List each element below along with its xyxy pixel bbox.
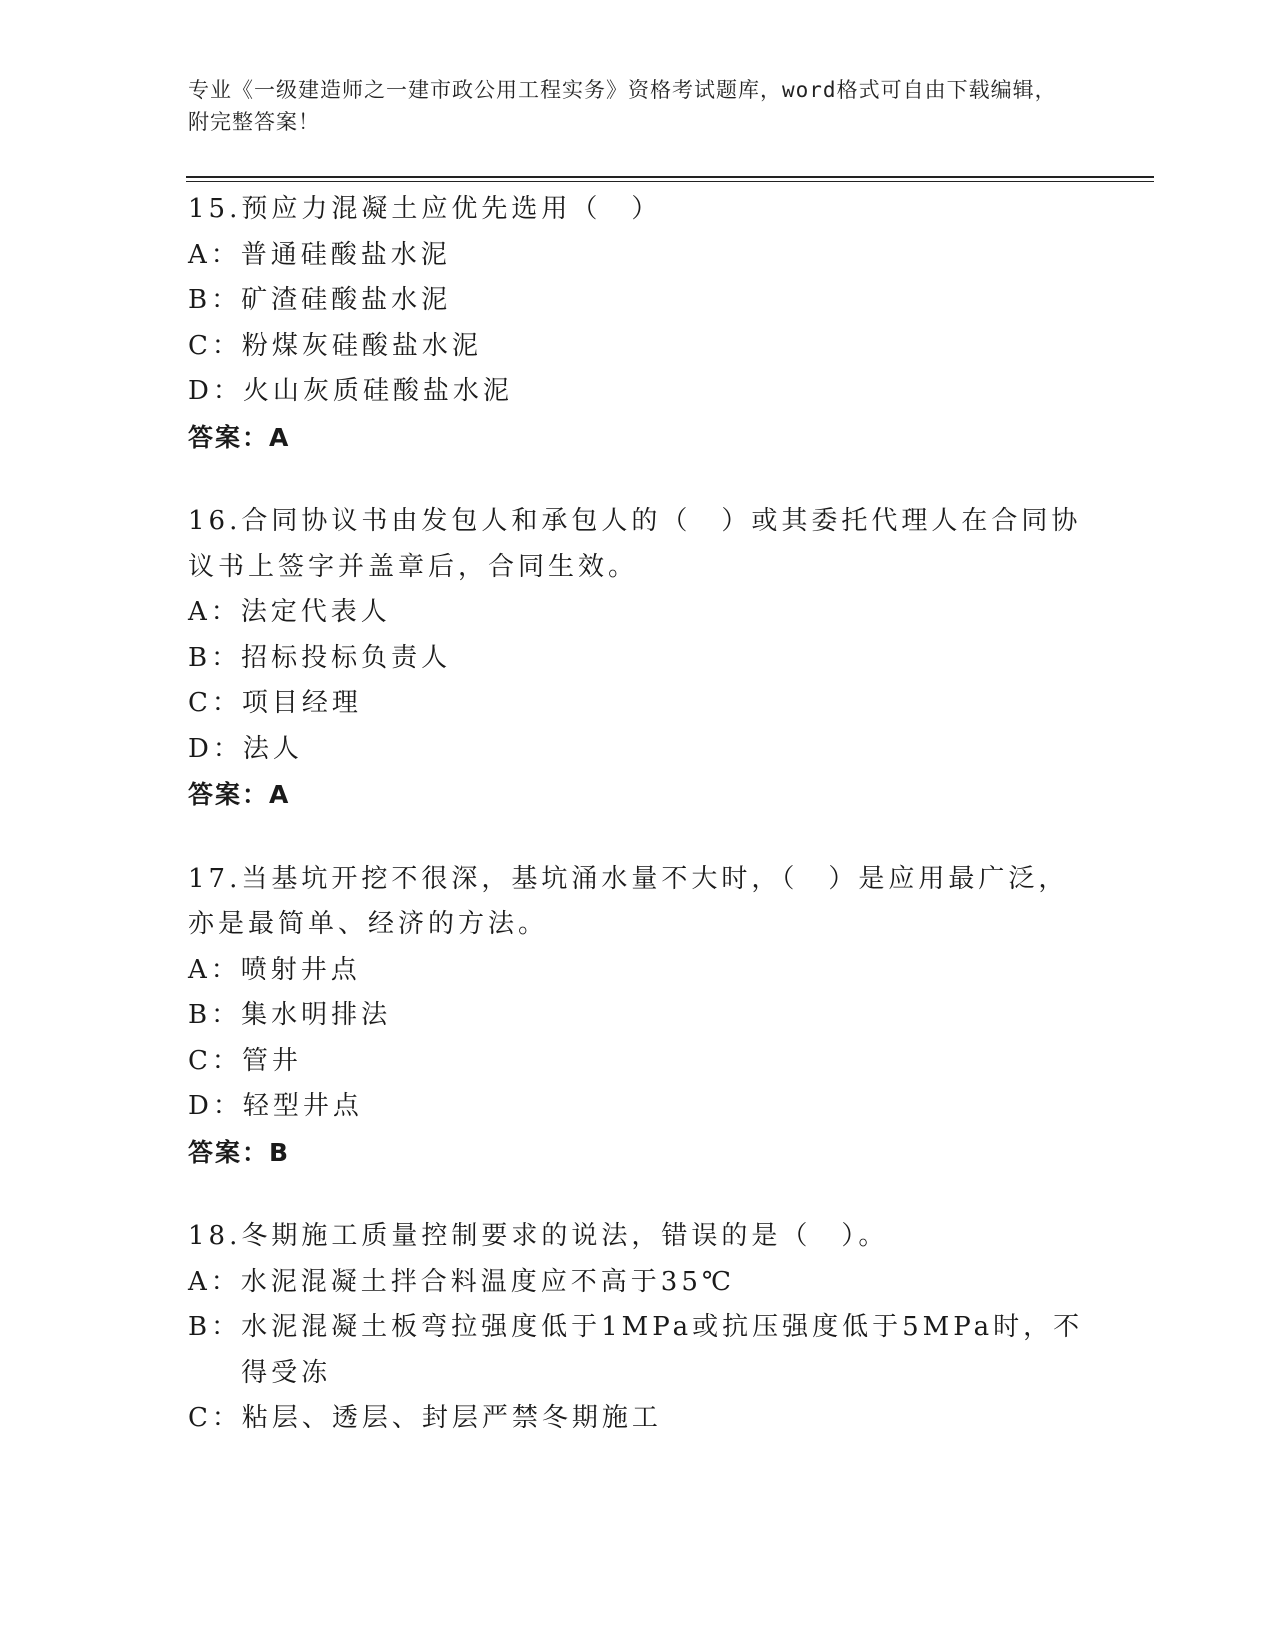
option-letter: C： xyxy=(188,1403,242,1433)
question-stem: 16.合同协议书由发包人和承包人的（ ）或其委托代理人在合同协议书上签字并盖章后，合同生效。 xyxy=(188,506,1082,582)
option-letter: A： xyxy=(188,1266,241,1297)
option-text: 管井 xyxy=(241,1045,302,1076)
option-a xyxy=(188,1260,1088,1306)
question-stem: 17.当基坑开挖不很深，基坑涌水量不大时，（ ）是应用最广泛，亦是最简单、经济的方法。 xyxy=(188,863,1069,939)
option-a xyxy=(188,233,1088,279)
header-divider-thick xyxy=(186,176,1154,178)
option-letter: B： xyxy=(188,1000,242,1030)
option-b xyxy=(188,636,1088,682)
option-letter: C： xyxy=(188,330,242,361)
option-text: 水泥混凝土拌合料温度应不高于35℃ xyxy=(240,1266,735,1297)
option-d xyxy=(188,727,1088,773)
answer: 答案：B xyxy=(188,1137,291,1167)
option-letter: A： xyxy=(188,954,241,985)
question-15 xyxy=(188,187,1088,460)
option-b xyxy=(188,1305,1088,1396)
option-c xyxy=(188,324,1088,370)
question-stem: 18.冬期施工质量控制要求的说法，错误的是（ ）。 xyxy=(188,1221,889,1251)
option-letter: D： xyxy=(188,733,243,764)
option-letter: D： xyxy=(188,376,243,406)
option-d xyxy=(188,1084,1088,1130)
option-text: 法人 xyxy=(242,733,303,764)
option-text: 法定代表人 xyxy=(240,597,391,627)
option-text: 矿渣硅酸盐水泥 xyxy=(241,285,452,315)
page-header: 专业《一级建造师之一建市政公用工程实务》资格考试题库，word格式可自由下载编辑，附完整答案！ xyxy=(188,78,1057,134)
question-17 xyxy=(188,857,1088,1176)
option-letter: A： xyxy=(188,597,241,627)
option-text: 水泥混凝土板弯拉强度低于1MPa或抗压强度低于5MPa时，不得受冻 xyxy=(241,1312,1084,1388)
option-letter: B： xyxy=(188,285,242,315)
question-16 xyxy=(188,499,1088,818)
option-text: 招标投标负责人 xyxy=(241,642,452,673)
option-d xyxy=(188,369,1088,415)
option-c xyxy=(188,681,1088,727)
question-18 xyxy=(188,1214,1088,1442)
option-text: 喷射井点 xyxy=(240,954,361,985)
header-divider-thin xyxy=(186,181,1154,182)
question-stem: 15.预应力混凝土应优先选用（ ） xyxy=(188,194,662,224)
option-letter: B： xyxy=(188,1312,242,1342)
option-letter: C： xyxy=(188,1045,242,1076)
option-text: 火山灰质硅酸盐水泥 xyxy=(242,376,513,406)
option-letter: B： xyxy=(188,642,242,673)
option-letter: D： xyxy=(188,1091,243,1121)
option-text: 粘层、透层、封层严禁冬期施工 xyxy=(241,1403,662,1433)
option-c xyxy=(188,1396,1088,1442)
option-a xyxy=(188,948,1088,994)
option-text: 项目经理 xyxy=(241,688,362,718)
option-text: 轻型井点 xyxy=(242,1091,363,1121)
option-text: 普通硅酸盐水泥 xyxy=(240,239,451,270)
answer: 答案：A xyxy=(188,422,291,452)
option-c xyxy=(188,1039,1088,1085)
option-letter: C： xyxy=(188,688,242,718)
option-b xyxy=(188,993,1088,1039)
option-b xyxy=(188,278,1088,324)
option-text: 粉煤灰硅酸盐水泥 xyxy=(241,330,482,361)
answer: 答案：A xyxy=(188,780,291,809)
option-letter: A： xyxy=(188,239,241,270)
option-text: 集水明排法 xyxy=(241,1000,392,1030)
question-list xyxy=(188,187,1088,1481)
option-a xyxy=(188,590,1088,636)
